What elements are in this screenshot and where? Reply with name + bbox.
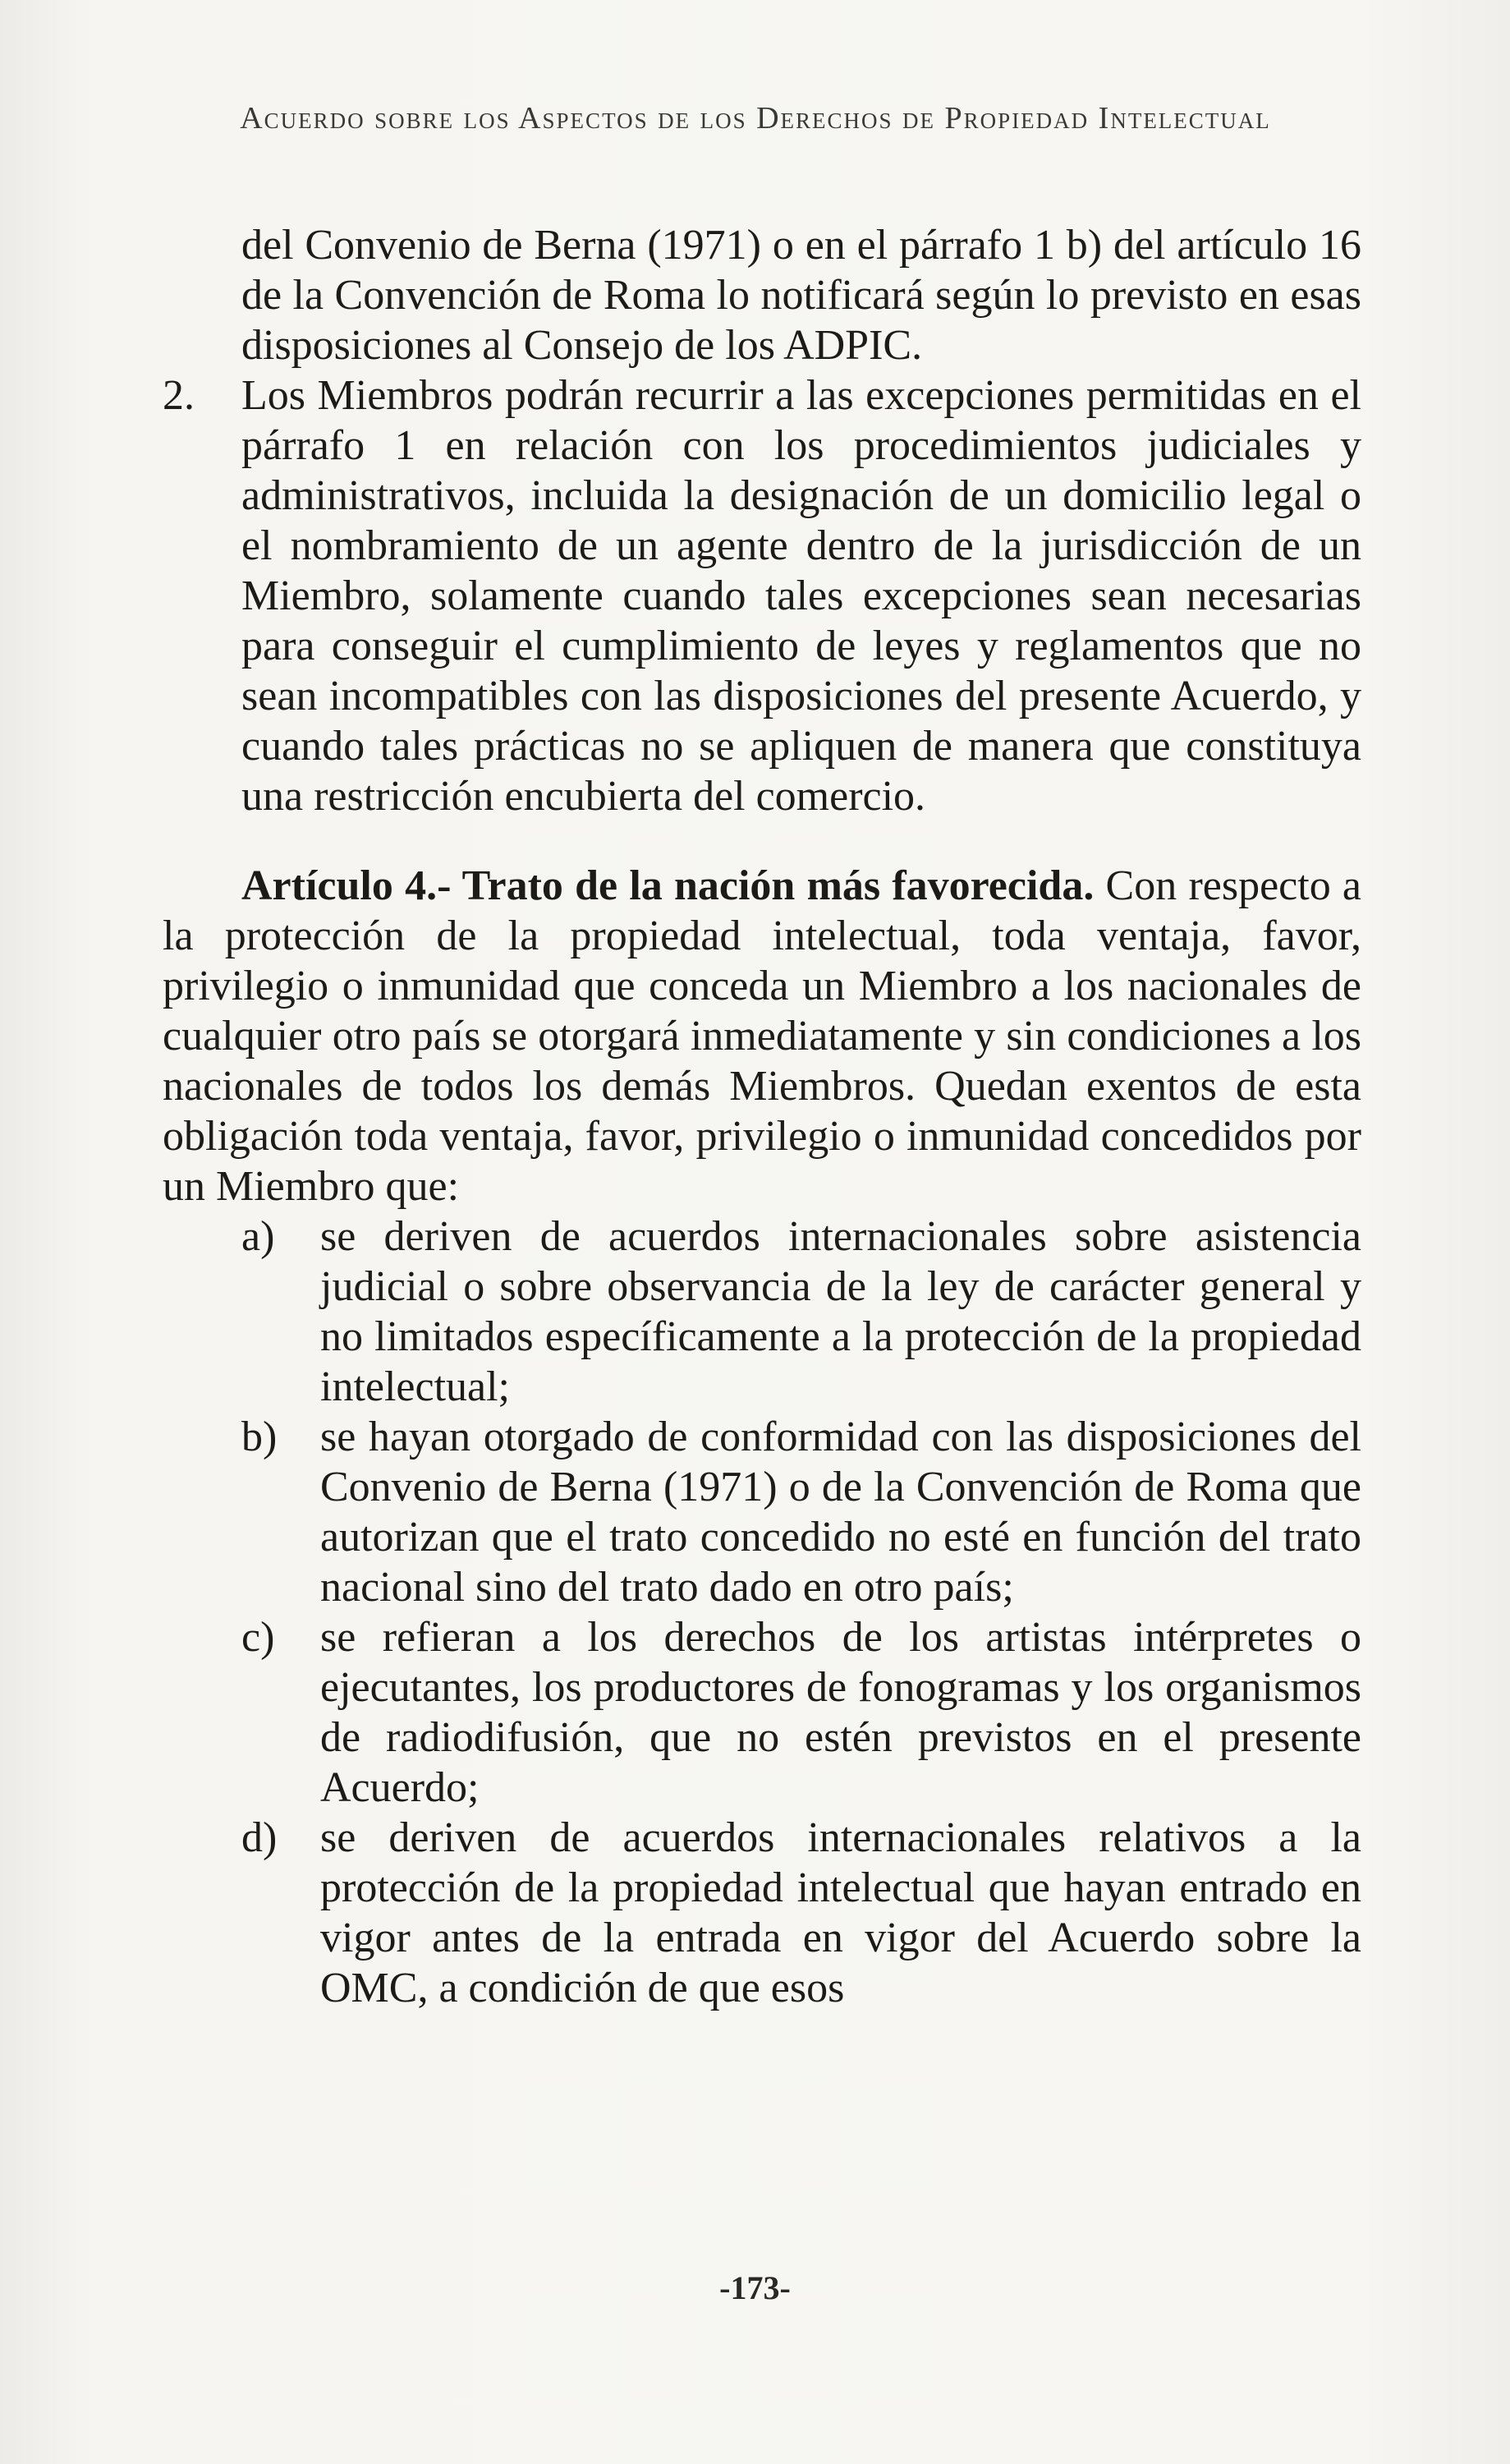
- article-4: [163, 861, 1361, 1211]
- list-item: [241, 1813, 1361, 2013]
- page-number: -173-: [719, 2269, 791, 2306]
- running-head: Acuerdo sobre los Aspectos de los Derechos de Propiedad Intelectual: [240, 101, 1271, 136]
- list-item-label: b): [241, 1414, 278, 1460]
- list-item-text: se deriven de acuerdos internacionales sobre asistencia judicial o sobre observancia de la ley de carácter general y no limitados específicamente a la protección de la propiedad intelectual;: [320, 1213, 1361, 1410]
- paragraph-2: [163, 370, 1361, 821]
- list-item-text: se hayan otorgado de conformidad con las disposiciones del Convenio de Berna (1971) o de la Convención de Roma que autorizan que el trato concedido no esté en función del trato nacional sino del trato dado en otro país;: [320, 1414, 1361, 1611]
- article-heading: Artículo 4.- Trato de la nación más favorecida.: [241, 862, 1095, 909]
- article-text: Con respecto a la protección de la propiedad intelectual, toda ventaja, favor, privilegio o inmunidad que conceda un Miembro a los nacionales de cualquier otro país se otorgará inmediatamente y sin condiciones a los nacionales de todos los demás Miembros. Quedan exentos de esta obligación toda ventaja, favor, privilegio o inmunidad concedidos por un Miembro que:: [163, 862, 1361, 1210]
- list-item: [241, 1412, 1361, 1612]
- article-4-list: [241, 1211, 1361, 2013]
- list-item-text: se refieran a los derechos de los artistas intérpretes o ejecutantes, los productores de fonogramas y los organismos de radiodifusión, que no estén previstos en el presente Acuerdo;: [320, 1614, 1361, 1811]
- list-item: [241, 1211, 1361, 1412]
- paragraph-text: Los Miembros podrán recurrir a las excepciones permitidas en el párrafo 1 en relación con los procedimientos judiciales y administrativos, incluida la designación de un domicilio legal o el nombramiento de un agente dentro de la jurisdicción de un Miembro, solamente cuando tales excepciones sean necesarias para conseguir el cumplimiento de leyes y reglamentos que no sean incompatibles con las disposiciones del presente Acuerdo, y cuando tales prácticas no se apliquen de manera que constituya una restricción encubierta del comercio.: [241, 372, 1361, 820]
- paragraph-number: 2.: [163, 372, 195, 419]
- list-item-label: c): [241, 1614, 275, 1661]
- list-item-text: se deriven de acuerdos internacionales relativos a la protección de la propiedad intelectual que hayan entrado en vigor antes de la entrada en vigor del Acuerdo sobre la OMC, a condición de que esos: [320, 1814, 1361, 2011]
- list-item-label: a): [241, 1213, 275, 1260]
- list-item-label: d): [241, 1814, 278, 1861]
- list-item: [241, 1612, 1361, 1813]
- continuation-paragraph: del Convenio de Berna (1971) o en el párrafo 1 b) del artículo 16 de la Convención de Roma lo notificará según lo previsto en esas disposiciones al Consejo de los ADPIC.: [241, 222, 1361, 369]
- body-text: [163, 220, 1361, 2013]
